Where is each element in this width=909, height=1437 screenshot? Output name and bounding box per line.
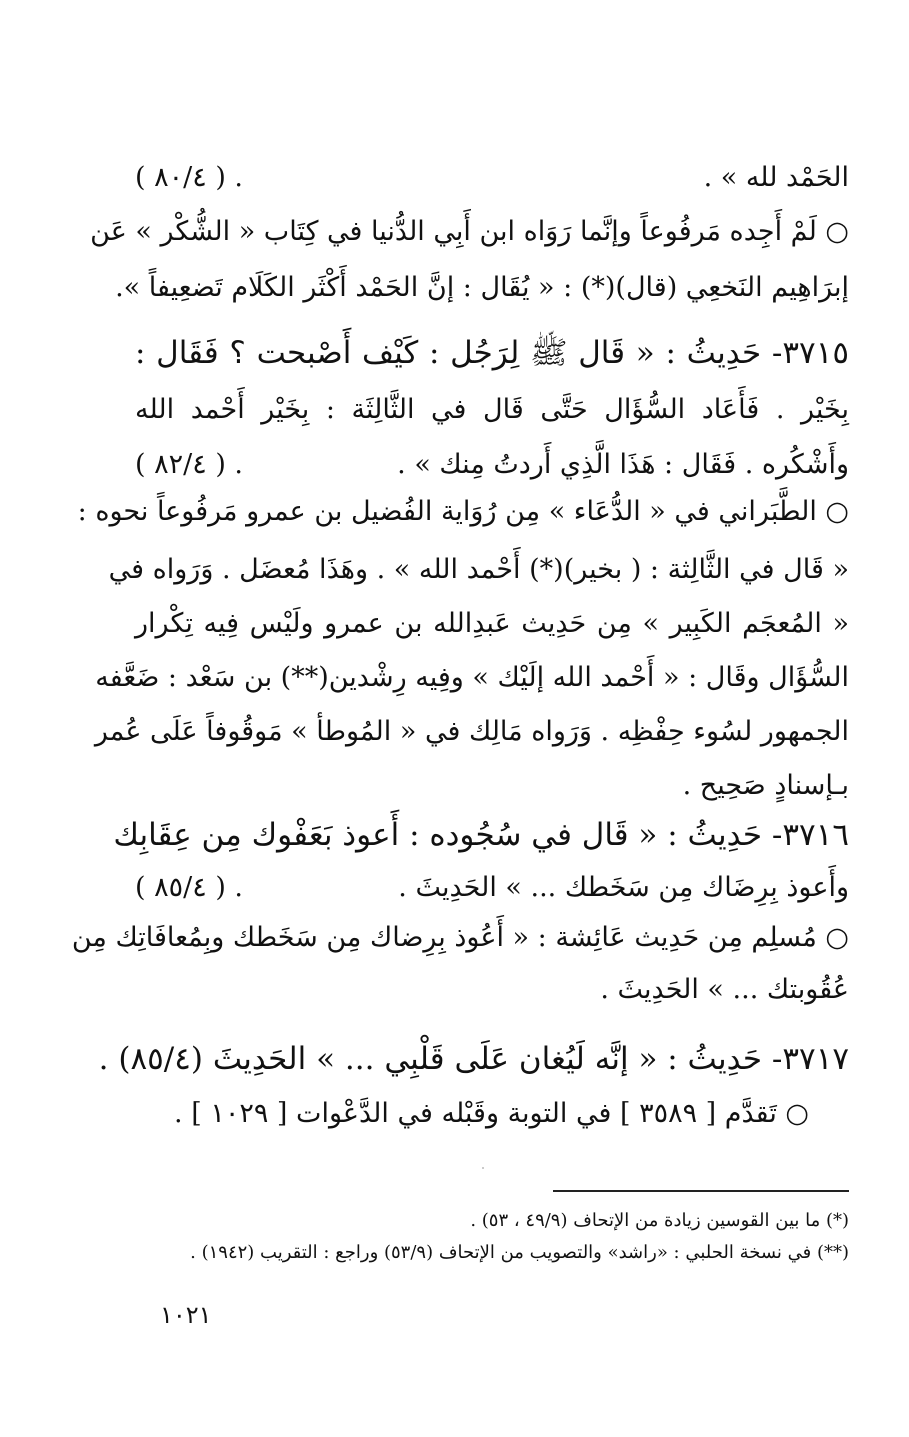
text-line: بـإسنادٍ صَحِيح . [682, 770, 849, 801]
page-speck [482, 1167, 484, 1169]
volume-reference: . ( ٨٠/٤ ) [135, 162, 244, 193]
text-line [135, 868, 849, 908]
text-line [135, 445, 849, 485]
text-line: ○ لَمْ أَجِده مَرفُوعاً وإنَّما رَوَاه ابن أَبِي الدُّنيا في كِتَاب « الشُّكْر » عَن [90, 216, 849, 247]
text-line [135, 158, 849, 198]
hadith-heading-3716: ٣٧١٦- حَدِيثُ : « قَال في سُجُوده : أَعوذ بَعَفْوك مِن عِقَابِك [113, 817, 849, 853]
text-line: ○ تَقدَّم [ ٣٥٨٩ ] في التوبة وقَبْله في الدَّعْوات [ ١٠٢٩ ] . [174, 1098, 809, 1129]
text-line: السُّؤَال وقَال : « أَحْمد الله إلَيْك » وفِيه رِشْدين(**) بن سَعْد : ضَعَّفه [95, 662, 849, 693]
text-line: ○ الطَّبَراني في « الدُّعَاء » مِن رُوَاية الفُضيل بن عمرو مَرفُوعاً نحوه : [77, 496, 849, 527]
line-text: وأَعوذ بِرِضَاك مِن سَخَطك ... » الحَدِيثَ . [398, 872, 849, 903]
hadith-heading-3715: ٣٧١٥- حَدِيثُ : « قَال ﷺ لِرَجُل : كَيْف أَصْبحت ؟ فَقَال : [135, 335, 849, 371]
text-line: ○ مُسلِم مِن حَدِيث عَائِشة : « أَعُوذ بِرِضاك مِن سَخَطك وبِمُعافَاتِك مِن [71, 922, 849, 953]
volume-reference: . ( ٨٥/٤ ) [135, 872, 244, 903]
line-text: وأَشْكُره . فَقَال : هَذَا الَّذِي أَردتُ مِنك » . [397, 449, 849, 480]
text-line: « المُعجَم الكَبِير » مِن حَدِيث عَبدِالله بن عمرو ولَيْس فِيه تِكْرار [135, 608, 849, 639]
volume-reference: . ( ٨٢/٤ ) [135, 449, 244, 480]
text-line: الجمهور لسُوء حِفْظِه . وَرَواه مَالِك في « المُوطأ » مَوقُوفاً عَلَى عُمر [94, 716, 849, 747]
line-text: الحَمْد لله » . [703, 162, 849, 193]
footnote-separator [553, 1190, 849, 1192]
footnote-1: (*) ما بين القوسين زيادة من الإتحاف (٤٩/٩ ، ٥٣) . [470, 1210, 849, 1231]
text-line: بِخَيْر . فَأَعَاد السُّؤَال حَتَّى قَال في الثَّالِثَة : بِخَيْر أَحْمد الله [135, 394, 849, 425]
text-line: عُقُوبتك ... » الحَدِيثَ . [600, 974, 849, 1005]
text-line: « قَال في الثَّالِثة : ( بخير)(*) أَحْمد الله » . وهَذَا مُعضَل . وَرَواه في [108, 554, 849, 585]
hadith-heading-3717: ٣٧١٧- حَدِيثُ : « إنَّه لَيُغان عَلَى قَلْبِي ... » الحَدِيثَ (٨٥/٤) . [98, 1041, 849, 1077]
footnote-2: (**) في نسخة الحلبي : «راشد» والتصويب من الإتحاف (٥٣/٩) وراجع : التقريب (١٩٤٢) . [190, 1242, 849, 1263]
page-number: ١٠٢١ [160, 1301, 212, 1329]
text-line: إبرَاهِيم النَخعِي (قال)(*) : « يُقَال : إنَّ الحَمْد أَكْثَر الكَلَام تَضعِيفاً ». [115, 272, 849, 303]
